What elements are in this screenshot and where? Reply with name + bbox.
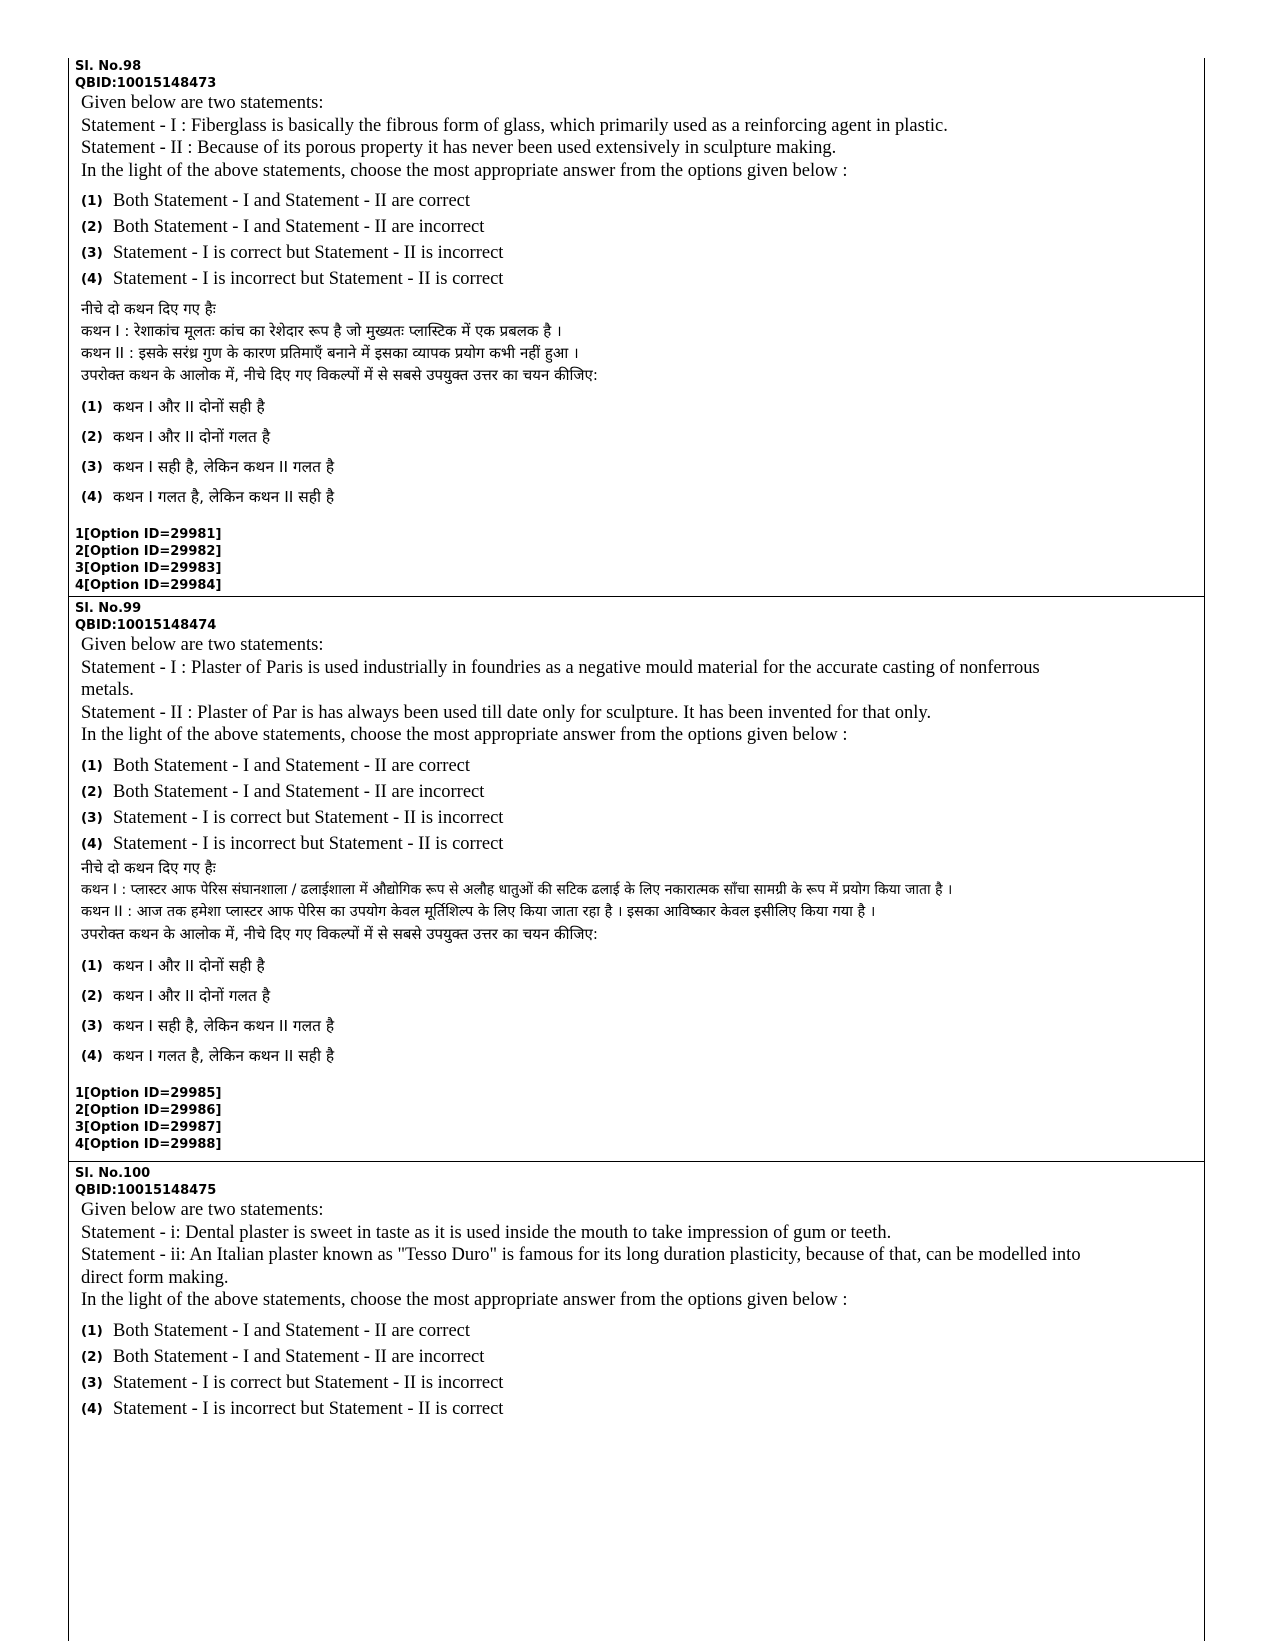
hindi-line: उपरोक्त कथन के आलोक में, नीचे दिए गए विकल्पों में से सबसे उपयुक्त उत्तर का चयन कीजिए: (81, 924, 598, 943)
qbid: QBID:10015148473 (75, 76, 217, 91)
english-line: metals. (81, 680, 134, 700)
english-option: (3) Statement - I is correct but Statement - II is incorrect (81, 807, 504, 828)
qbid: QBID:10015148475 (75, 1183, 217, 1198)
english-option: (4) Statement - I is incorrect but Statement - II is correct (81, 1398, 504, 1419)
english-line: Statement - I : Fiberglass is basically the fibrous form of glass, which primarily used as a reinforcing agent in plastic. (81, 115, 948, 136)
option-id: 2[Option ID=29982] (75, 544, 222, 559)
english-option: (3) Statement - I is correct but Statement - II is incorrect (81, 243, 504, 263)
english-line: Given below are two statements: (81, 1200, 324, 1220)
english-option: (4) Statement - I is incorrect but Statement - II is correct (81, 833, 504, 854)
hindi-line: उपरोक्त कथन के आलोक में, नीचे दिए गए विकल्पों में से सबसे उपयुक्त उत्तर का चयन कीजिए: (81, 366, 598, 384)
qbid: QBID:10015148474 (75, 618, 217, 633)
hindi-line: कथन I : प्लास्टर आफ पेरिस संघानशाला / ढलाईशाला में औद्योगिक रूप से अलौह धातुओं की सटिक ढलाई के लिए नकारात्मक साँचा सामग्री के रूप में प्रयोग किया जाता है । (81, 881, 953, 898)
question-100 (69, 1165, 1204, 1422)
serial-number: Sl. No.98 (75, 59, 142, 74)
option-id: 4[Option ID=29988] (75, 1136, 222, 1152)
hindi-option: (2) कथन I और II दोनों गलत है (81, 986, 271, 1005)
question-paper-frame (68, 58, 1205, 1641)
english-option: (3) Statement - I is correct but Statement - II is incorrect (81, 1372, 504, 1393)
hindi-option: (4) कथन I गलत है, लेकिन कथन II सही है (81, 488, 335, 506)
hindi-line: कथन II : इसके सरंध्र गुण के कारण प्रतिमाएँ बनाने में इसका व्यापक प्रयोग कभी नहीं हुआ । (81, 344, 579, 362)
english-option: (1) Both Statement - I and Statement - II are correct (81, 191, 471, 211)
hindi-option: (2) कथन I और II दोनों गलत है (81, 428, 271, 446)
hindi-line: कथन I : रेशाकांच मूलतः कांच का रेशेदार रूप है जो मुख्यतः प्लास्टिक में एक प्रबलक है । (81, 322, 562, 340)
english-option: (1) Both Statement - I and Statement - II are correct (81, 1320, 471, 1341)
english-line: direct form making. (81, 1267, 229, 1288)
hindi-option: (3) कथन I सही है, लेकिन कथन II गलत है (81, 458, 335, 476)
english-option: (2) Both Statement - I and Statement - II are incorrect (81, 1346, 485, 1367)
english-line: Statement - I : Plaster of Paris is used industrially in foundries as a negative mould material for the accurate casting of nonferrous (81, 657, 1040, 678)
english-line: Statement - i: Dental plaster is sweet in taste as it is used inside the mouth to take impression of gum or teeth. (81, 1222, 892, 1243)
hindi-option: (3) कथन I सही है, लेकिन कथन II गलत है (81, 1016, 335, 1035)
english-line: In the light of the above statements, choose the most appropriate answer from the options given below : (81, 1290, 848, 1310)
english-line: Statement - II : Because of its porous property it has never been used extensively in sculpture making. (81, 138, 837, 158)
option-id: 1[Option ID=29985] (75, 1085, 222, 1101)
hindi-line: नीचे दो कथन दिए गए हैः (81, 300, 216, 318)
english-option: (4) Statement - I is incorrect but Statement - II is correct (81, 269, 504, 289)
question-divider (69, 596, 1204, 597)
question-99 (69, 600, 1204, 1153)
option-id: 1[Option ID=29981] (75, 527, 222, 542)
option-id: 3[Option ID=29987] (75, 1119, 222, 1135)
english-line: In the light of the above statements, choose the most appropriate answer from the options given below : (81, 725, 848, 745)
english-line: In the light of the above statements, choose the most appropriate answer from the options given below : (81, 160, 848, 181)
english-option: (2) Both Statement - I and Statement - II are incorrect (81, 217, 485, 237)
serial-number: Sl. No.99 (75, 601, 142, 616)
question-divider (69, 1161, 1204, 1162)
hindi-option: (1) कथन I और II दोनों सही है (81, 398, 265, 416)
english-option: (2) Both Statement - I and Statement - II are incorrect (81, 781, 485, 802)
english-line: Statement - ii: An Italian plaster known as "Tesso Duro" is famous for its long duration plasticity, because of that, can be modelled into (81, 1245, 1081, 1265)
english-line: Statement - II : Plaster of Par is has always been used till date only for sculpture. It has been invented for that only. (81, 702, 932, 723)
hindi-line: कथन II : आज तक हमेशा प्लास्टर आफ पेरिस का उपयोग केवल मूर्तिशिल्प के लिए किया जाता रहा है । इसका आविष्कार केवल इसीलिए किया गया है । (81, 903, 876, 920)
english-option: (1) Both Statement - I and Statement - II are correct (81, 755, 471, 776)
english-line: Given below are two statements: (81, 93, 324, 113)
option-id: 3[Option ID=29983] (75, 561, 222, 576)
option-id: 2[Option ID=29986] (75, 1102, 222, 1118)
question-98 (69, 58, 1204, 594)
hindi-line: नीचे दो कथन दिए गए हैः (81, 858, 216, 877)
serial-number: Sl. No.100 (75, 1166, 151, 1181)
option-id: 4[Option ID=29984] (75, 578, 222, 593)
hindi-option: (4) कथन I गलत है, लेकिन कथन II सही है (81, 1046, 335, 1065)
hindi-option: (1) कथन I और II दोनों सही है (81, 956, 265, 975)
english-line: Given below are two statements: (81, 635, 324, 655)
